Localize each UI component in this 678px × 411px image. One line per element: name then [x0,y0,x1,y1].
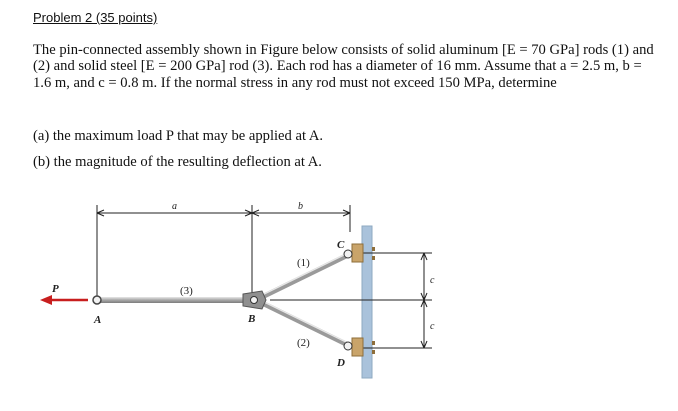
dim-a-label: a [172,201,177,212]
problem-heading: Problem 2 (35 points) [33,10,158,25]
rod-1-label: (1) [297,257,310,269]
dim-c-lower-label: c [430,321,435,332]
part-b-question: (b) the magnitude of the resulting deflection at A. [33,154,322,170]
rod-2-highlight [258,299,346,342]
load-arrow [40,295,88,305]
rod-2-label: (2) [297,337,310,349]
point-b-label: B [248,313,256,325]
point-c-label: C [337,239,345,251]
pin-a [93,296,101,304]
dim-c-upper-label: c [430,275,435,286]
point-a-label: A [94,314,102,326]
reference-lines [270,253,432,348]
joint-b [243,291,266,309]
part-a-question: (a) the maximum load P that may be applied at A. [33,128,324,144]
rod-3-label: (3) [180,285,193,297]
dim-b-label: b [298,201,303,212]
problem-statement: The pin-connected assembly shown in Figure below consists of solid aluminum [E = 70 GPa] rods (1) and (2) and solid steel [E = 200 GPa] rod (3). Each rod has a diameter of 16 mm. Assume that a = 2.5 m, b = 1.6 m, and c = 0.8 m. If the normal stress in any rod must not exceed 150 MPa, determine [33,42,654,91]
point-d-label: D [337,357,345,369]
dimension-a-b [97,205,350,300]
rod-3 [100,297,248,303]
load-p-label: P [52,283,59,295]
